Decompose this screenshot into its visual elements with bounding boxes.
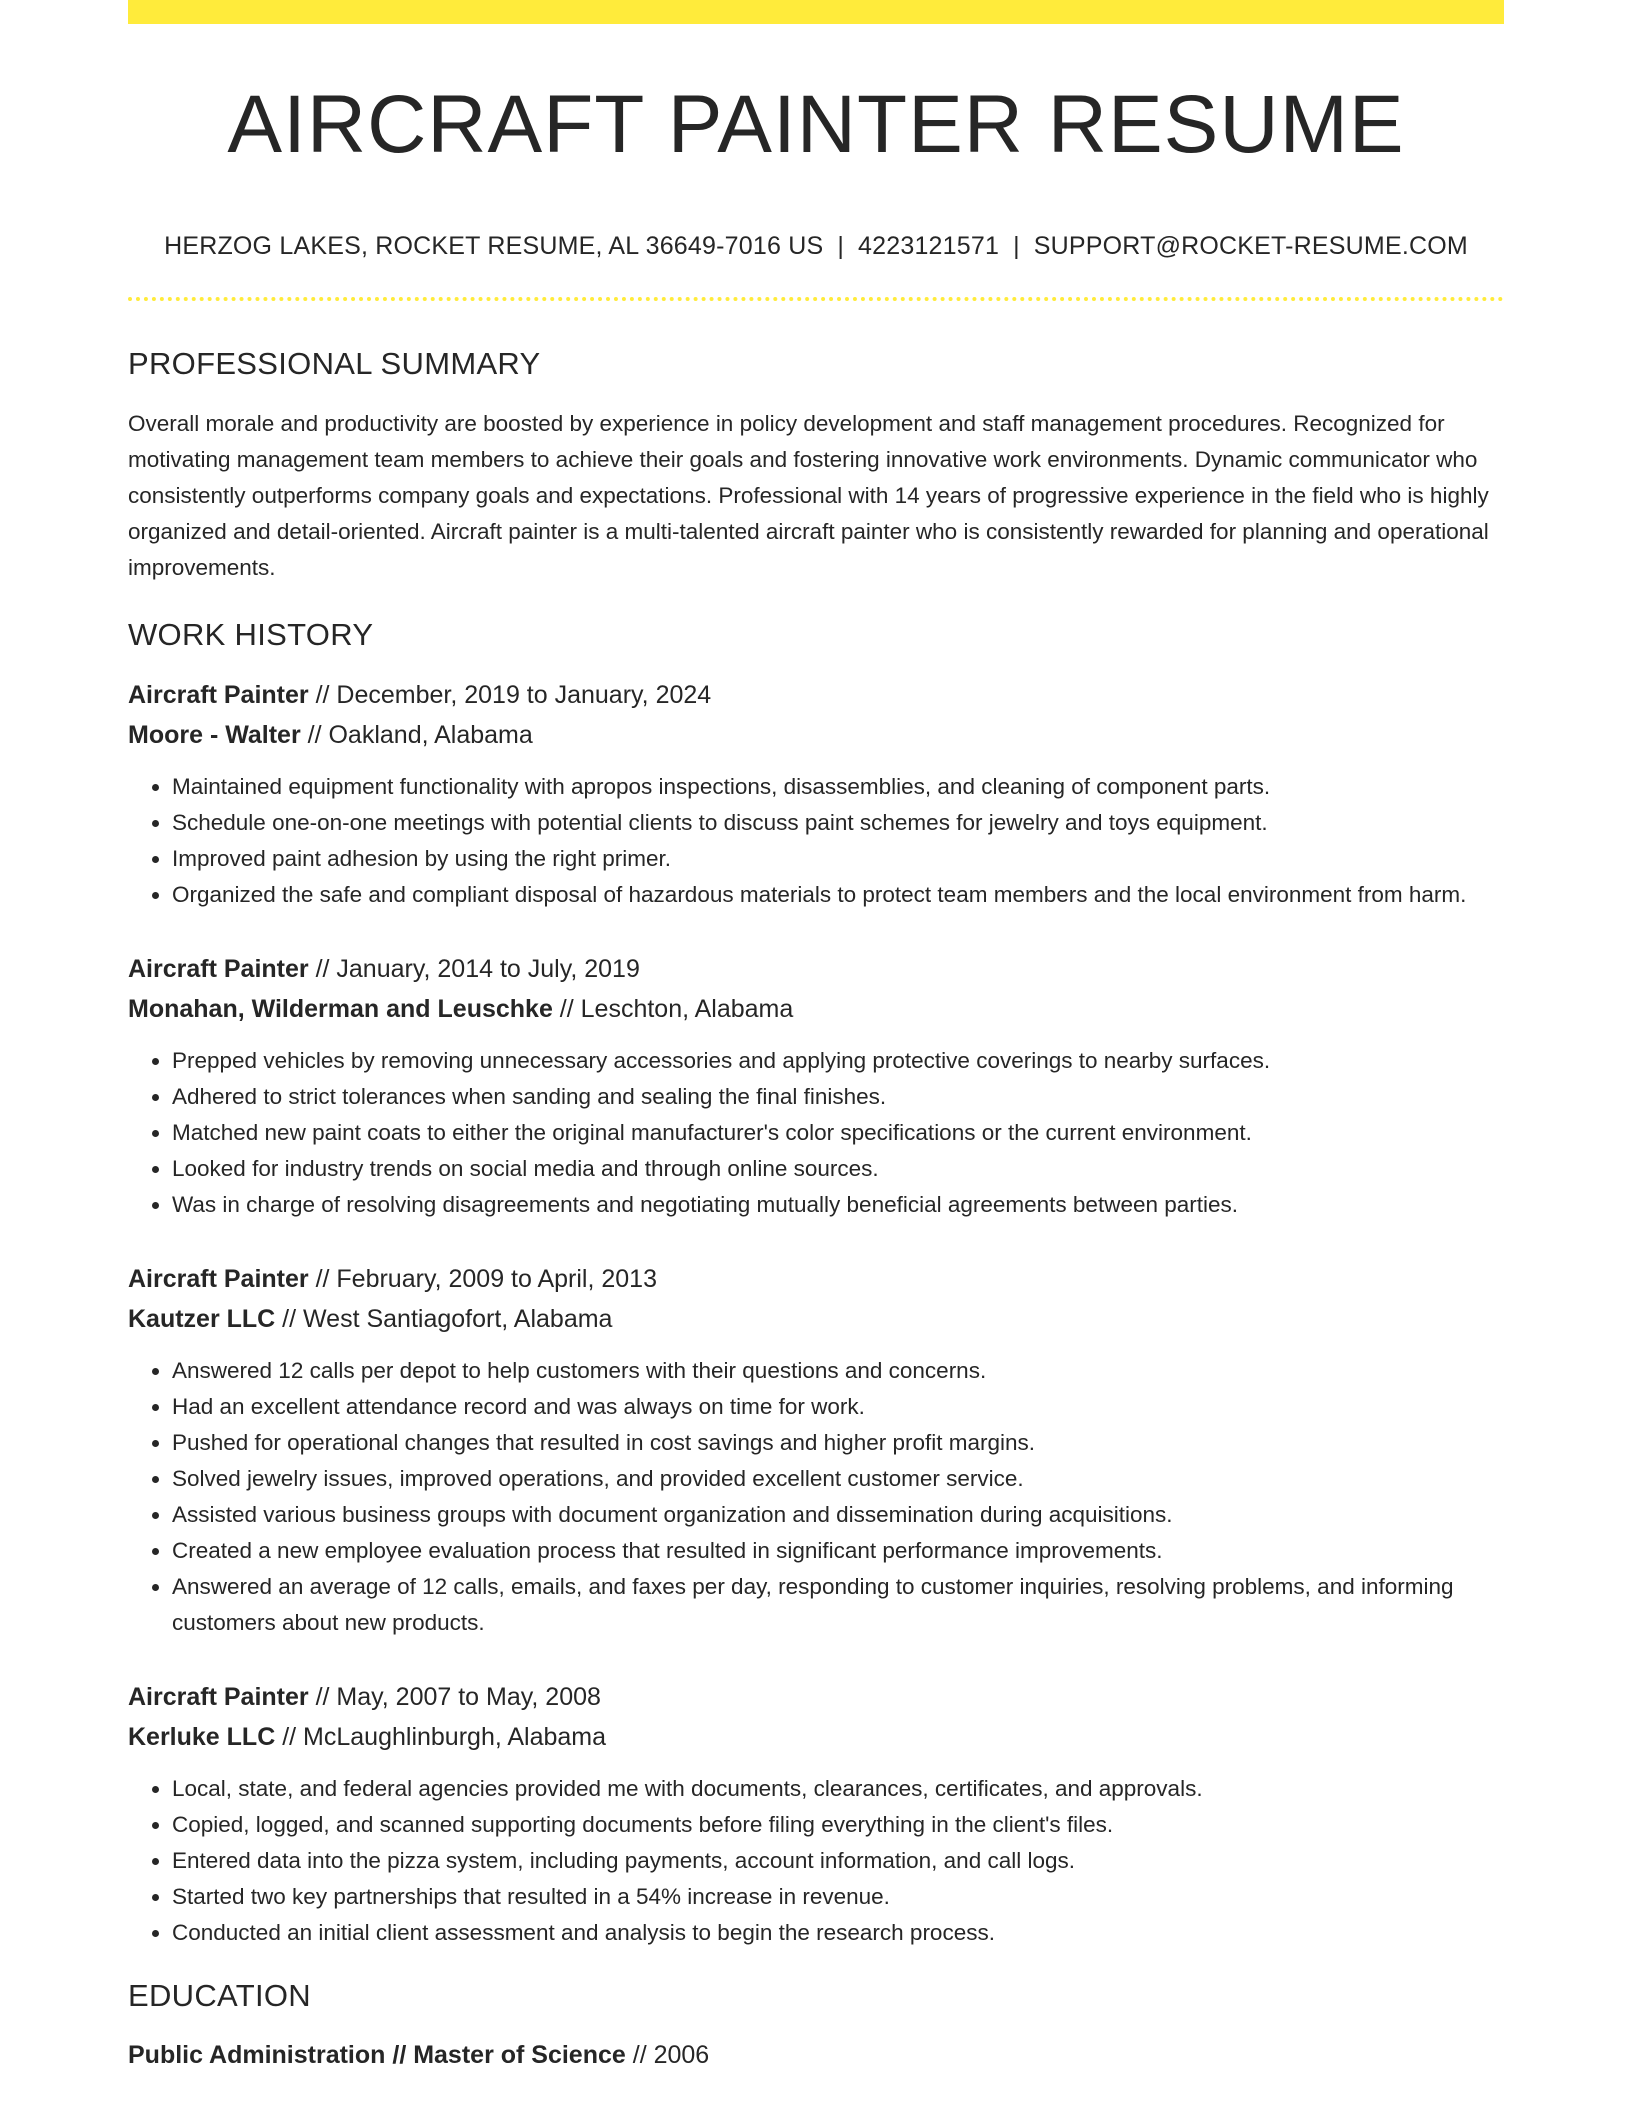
job-title-line (128, 1677, 1504, 1717)
job-company-line (128, 989, 1504, 1029)
contact-separator: | (1013, 232, 1020, 260)
job-entry (128, 949, 1504, 1223)
bullet-item: • Solved jewelry issues, improved operations, and provided excellent customer service. (172, 1461, 1504, 1497)
job-title-line (128, 1259, 1504, 1299)
job-entry (128, 1677, 1504, 1951)
bullet-item: • Assisted various business groups with document organization and dissemination during acquisitions. (172, 1497, 1504, 1533)
bullet-item: • Had an excellent attendance record and was always on time for work. (172, 1389, 1504, 1425)
job-company-line (128, 1299, 1504, 1339)
bullet-item: • Pushed for operational changes that resulted in cost savings and higher profit margins. (172, 1425, 1504, 1461)
contact-email: SUPPORT@ROCKET-RESUME.COM (1033, 232, 1468, 260)
bullet-item: • Adhered to strict tolerances when sanding and sealing the final finishes. (172, 1079, 1504, 1115)
education-entry (128, 2035, 1504, 2075)
job-dates: // February, 2009 to April, 2013 (308, 1265, 657, 1294)
resume-title: AIRCRAFT PAINTER RESUME (227, 79, 1405, 170)
bullet-item: • Matched new paint coats to either the original manufacturer's color specifications or the current environment. (172, 1115, 1504, 1151)
job-title-line (128, 675, 1504, 715)
bullet-item: • Schedule one-on-one meetings with potential clients to discuss paint schemes for jewelry and toys equipment. (172, 805, 1504, 841)
contact-line (128, 232, 1504, 261)
job-title: Aircraft Painter (128, 955, 309, 984)
bullet-item: • Improved paint adhesion by using the right primer. (172, 841, 1504, 877)
job-company-line (128, 1717, 1504, 1757)
section-heading-summary: PROFESSIONAL SUMMARY (128, 346, 541, 381)
section-heading-work: WORK HISTORY (128, 617, 374, 653)
job-company: Moore - Walter (128, 721, 301, 750)
job-entry (128, 1259, 1504, 1641)
job-title: Aircraft Painter (128, 1265, 309, 1294)
job-company: Kautzer LLC (128, 1305, 276, 1334)
job-company-line (128, 715, 1504, 755)
contact-phone: 4223121571 (858, 232, 1000, 260)
job-title: Aircraft Painter (128, 681, 309, 710)
summary-text: Overall morale and productivity are boosted by experience in policy development and staff management procedures. Recognized for motivating management team members to achieve their goals and fostering innovative work environments. Dynamic communicator who consistently outperforms company goals and expectations. Professional with 14 years of progressive experience in the field who is highly organized and detail-oriented. Aircraft painter is a multi-talented aircraft painter who is consistently rewarded for planning and operational improvements. (128, 411, 1489, 581)
bullet-item: • Answered 12 calls per depot to help customers with their questions and concerns. (172, 1353, 1504, 1389)
job-bullets (128, 1043, 1504, 1223)
job-location: // West Santiagofort, Alabama (275, 1305, 613, 1334)
bullet-item: • Maintained equipment functionality with apropos inspections, disassemblies, and cleaning of component parts. (172, 769, 1504, 805)
bullet-item: • Entered data into the pizza system, including payments, account information, and call logs. (172, 1843, 1504, 1879)
bullet-item: • Organized the safe and compliant disposal of hazardous materials to protect team members and the local environment from harm. (172, 877, 1504, 913)
job-location: // Oakland, Alabama (300, 721, 533, 750)
top-accent-bar (128, 0, 1504, 24)
resume-page (128, 0, 1504, 2075)
bullet-item: • Looked for industry trends on social media and through online sources. (172, 1151, 1504, 1187)
job-bullets (128, 1353, 1504, 1641)
job-dates: // January, 2014 to July, 2019 (308, 955, 640, 984)
bullet-item: • Conducted an initial client assessment and analysis to begin the research process. (172, 1915, 1504, 1951)
job-bullets (128, 1771, 1504, 1951)
bullet-item: • Started two key partnerships that resulted in a 54% increase in revenue. (172, 1879, 1504, 1915)
education-degree: Public Administration // Master of Science (128, 2040, 626, 2069)
job-entry (128, 675, 1504, 913)
bullet-item: • Local, state, and federal agencies provided me with documents, clearances, certificates, and approvals. (172, 1771, 1504, 1807)
bullet-item: • Answered an average of 12 calls, emails, and faxes per day, responding to customer inquiries, resolving problems, and informing customers about new products. (172, 1569, 1504, 1641)
job-location: // Leschton, Alabama (552, 995, 794, 1024)
bullet-item: • Was in charge of resolving disagreements and negotiating mutually beneficial agreements between parties. (172, 1187, 1504, 1223)
job-title-line (128, 949, 1504, 989)
job-title: Aircraft Painter (128, 1683, 309, 1712)
job-company: Monahan, Wilderman and Leuschke (128, 995, 553, 1024)
section-heading-education: EDUCATION (128, 1978, 311, 2014)
job-dates: // December, 2019 to January, 2024 (308, 681, 712, 710)
contact-address: HERZOG LAKES, ROCKET RESUME, AL 36649-7016 US (164, 232, 824, 260)
bullet-item: • Created a new employee evaluation process that resulted in significant performance improvements. (172, 1533, 1504, 1569)
job-company: Kerluke LLC (128, 1723, 276, 1752)
job-dates: // May, 2007 to May, 2008 (308, 1683, 601, 1712)
job-location: // McLaughlinburgh, Alabama (275, 1723, 607, 1752)
bullet-item: • Prepped vehicles by removing unnecessary accessories and applying protective coverings to nearby surfaces. (172, 1043, 1504, 1079)
bullet-item: • Copied, logged, and scanned supporting documents before filing everything in the client's files. (172, 1807, 1504, 1843)
contact-separator: | (837, 232, 845, 260)
education-year: // 2006 (625, 2040, 710, 2069)
dotted-divider (128, 297, 1504, 301)
job-bullets (128, 769, 1504, 913)
